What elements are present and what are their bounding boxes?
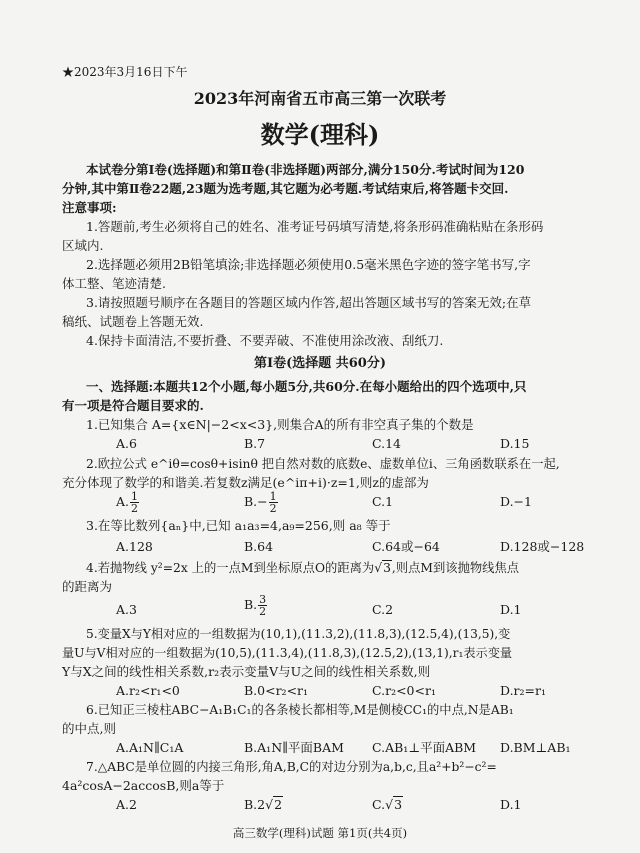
q2-stem-1: 2.欧拉公式 e^iθ=cosθ+isinθ 把自然对数的底数e、虚数单位i、三角函数联系在一起,: [86, 457, 560, 471]
q7-stem-2: 4a²cosA−2accosB,则a等于: [62, 778, 225, 793]
notice-3a: 3.请按照题号顺序在各题目的答题区域内作答,超出答题区域书写的答案无效;在草: [86, 295, 532, 310]
q3-option-c: C.64或−64: [372, 539, 440, 554]
q4-stem-radical: 3: [383, 561, 391, 575]
q1-option-b: B.7: [244, 436, 266, 451]
q2-option-a: [116, 491, 140, 514]
q5-option-b: B.0<r₂<r₁: [244, 683, 309, 698]
q7-option-b-label: B.2: [244, 797, 266, 812]
q4-stem-1-pre: 4.若抛物线 y²=2x 上的一点M到坐标原点O的距离为: [86, 561, 375, 575]
q6-option-b: B.A₁N∥平面BAM: [244, 740, 344, 755]
q5-stem-3: Y与X之间的线性相关系数,r₂表示变量V与U之间的线性相关系数,则: [62, 664, 431, 679]
q5-option-a: A.r₂<r₁<0: [116, 683, 180, 698]
q4-stem-2: 的距离为: [62, 579, 113, 594]
q6-stem-1: 6.已知正三棱柱ABC−A₁B₁C₁的各条棱长都相等,M是侧棱CC₁的中点,N是AB₁: [86, 703, 514, 717]
notice-4: 4.保持卡面清洁,不要折叠、不要弄破、不准使用涂改液、刮纸刀.: [86, 333, 444, 348]
q6-option-d: D.BM⊥AB₁: [500, 740, 571, 755]
notice-1b: 区域内.: [62, 238, 104, 253]
q3-option-b: B.64: [244, 539, 274, 554]
q7-option-d: D.1: [500, 797, 522, 812]
notice-3b: 稿纸、试题卷上答题无效.: [62, 314, 204, 329]
q2-stem-2: 充分体现了数学的和谐美.若复数z满足(e^iπ+i)·z=1,则z的虚部为: [62, 475, 429, 490]
date-note: ★2023年3月16日下午: [62, 65, 188, 79]
q2-option-a-label: A.: [116, 494, 130, 509]
q6-stem-2: 的中点,则: [62, 721, 116, 736]
q1-option-c: C.14: [372, 436, 401, 451]
q2-option-b-label: B.−: [244, 494, 268, 509]
q1-option-d: D.15: [500, 436, 530, 451]
intro-line-2: 分钟,其中第Ⅱ卷22题,23题为选考题,其它题为必考题.考试结束后,将答题卡交回.: [62, 181, 509, 196]
section-title: 第Ⅰ卷(选择题 共60分): [254, 356, 386, 371]
subject-title: 数学(理科): [260, 120, 380, 149]
exam-title: 2023年河南省五市高三第一次联考: [193, 89, 447, 108]
q4-option-c: C.2: [372, 602, 394, 617]
page-footer: 高三数学(理科)试题 第1页(共4页): [232, 826, 408, 840]
section-desc-2: 有一项是符合题目要求的.: [62, 398, 204, 413]
q4-option-b-fraction: $\frac{3}{2}$: [259, 593, 267, 618]
q5-stem-2: 量U与V相对应的一组数据为(10,5),(11.3,4),(11.8,3),(12.5,2),(13,1),r₁表示变量: [62, 646, 513, 660]
q7-option-b: B.2√2: [244, 797, 283, 812]
notice-2a: 2.选择题必须用2B铅笔填涂;非选择题必须使用0.5毫米黑色字迹的签字笔书写,字: [86, 257, 531, 272]
q7-option-a: A.2: [116, 797, 137, 812]
q7-option-b-radical: 2: [274, 797, 283, 812]
q4-stem-1-post: ,则点M到该抛物线焦点: [391, 561, 520, 575]
q4-stem-1: 4.若抛物线 y²=2x 上的一点M到坐标原点O的距离为√3,则点M到该抛物线焦点: [86, 561, 520, 575]
q2-option-b: [244, 491, 279, 514]
q5-stem-1: 5.变量X与Y相对应的一组数据为(10,1),(11.3,2),(11.8,3),(12.5,4),(13,5),变: [86, 627, 511, 641]
q7-stem-1: 7.△ABC是单位圆的内接三角形,角A,B,C的对边分别为a,b,c,且a²+b²−c²=: [86, 760, 497, 774]
q4-option-b-label: B.: [244, 597, 258, 612]
q7-option-c-radical: 3: [394, 797, 403, 812]
q1-option-a: A.6: [116, 436, 137, 451]
q1-stem: 1.已知集合 A={x∈N|−2<x<3},则集合A的所有非空真子集的个数是: [86, 417, 474, 432]
q7-option-c: C.√3: [372, 797, 403, 812]
q2-option-c: C.1: [372, 494, 394, 509]
q4-option-a: A.3: [116, 602, 137, 617]
q3-option-d: D.128或−128: [500, 539, 585, 554]
q6-option-a: A.A₁N∥C₁A: [116, 740, 184, 755]
q5-option-d: D.r₂=r₁: [500, 683, 546, 698]
q7-option-c-label: C.: [372, 797, 386, 812]
q4-option-b: [244, 594, 268, 617]
notice-title: 注意事项:: [62, 200, 117, 215]
q2-option-b-fraction: $\frac{1}{2}$: [269, 490, 277, 515]
q5-option-c: C.r₂<0<r₁: [372, 683, 436, 698]
q4-option-d: D.1: [500, 602, 522, 617]
q2-option-d: D.−1: [500, 494, 532, 509]
notice-2b: 体工整、笔迹清楚.: [62, 276, 166, 291]
notice-1a: 1.答题前,考生必须将自己的姓名、准考证号码填写清楚,将条形码准确粘贴在条形码: [86, 219, 544, 234]
q3-option-a: A.128: [116, 539, 153, 554]
intro-line-1: 本试卷分第Ⅰ卷(选择题)和第Ⅱ卷(非选择题)两部分,满分150分.考试时间为120: [86, 162, 525, 177]
section-desc-1: 一、选择题:本题共12个小题,每小题5分,共60分.在每小题给出的四个选项中,只: [86, 379, 527, 394]
q6-option-c: C.AB₁⊥平面ABM: [372, 740, 477, 755]
q2-option-a-fraction: $\frac{1}{2}$: [131, 490, 139, 515]
q3-stem: 3.在等比数列{aₙ}中,已知 a₁a₃=4,a₉=256,则 a₈ 等于: [86, 518, 391, 533]
